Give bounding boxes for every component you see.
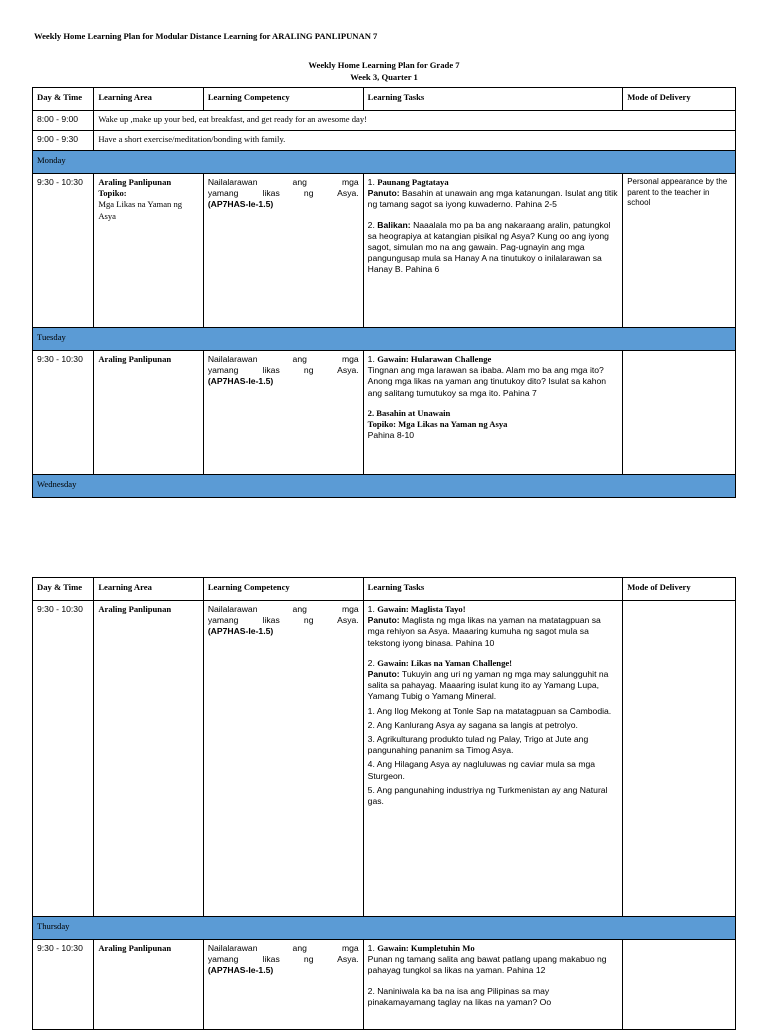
tuesday-area: Araling Panlipunan (94, 351, 204, 475)
schedule-table-1 (32, 87, 736, 498)
monday-task-2 (368, 220, 619, 276)
day-label-tuesday: Tuesday (33, 328, 736, 351)
day-row-wednesday (33, 475, 736, 498)
document-title: Weekly Home Learning Plan for Modular Distance Learning for ARALING PANLIPUNAN 7 (34, 31, 378, 41)
wednesday-tasks-cell (363, 601, 623, 917)
competency-line-2: yamang likas ng Asya. (207, 615, 359, 626)
monday-time: 9:30 - 10:30 (33, 174, 94, 328)
header-day-time: Day & Time (33, 88, 94, 111)
table-row (33, 131, 736, 151)
competency-line-1: Nailalarawan ang mga (207, 604, 359, 614)
tuesday-task2-topic: Topiko: Mga Likas na Yaman ng Asya (367, 419, 508, 430)
competency-line-1: Nailalarawan ang mga (207, 354, 359, 364)
day-label-wednesday: Wednesday (33, 475, 736, 498)
wednesday-competency-cell (203, 601, 363, 917)
monday-area: Araling Panlipunan (98, 177, 172, 187)
plan-title: Weekly Home Learning Plan for Grade 7 (308, 60, 460, 70)
thursday-task1-title: Gawain: Kumpletuhin Mo (377, 943, 475, 953)
tuesday-competency-cell (203, 351, 363, 475)
monday-area-cell (94, 174, 204, 328)
table-row (33, 601, 736, 917)
wednesday-task1-number: 1. (367, 604, 375, 614)
list-item: 1. Ang Ilog Mekong at Tonle Sap na matatagpuan sa Cambodia. (367, 705, 612, 716)
tuesday-tasks-cell (363, 351, 623, 475)
wednesday-time: 9:30 - 10:30 (33, 601, 94, 917)
list-item: 3. Agrikulturang produkto tulad ng Palay, Trigo at Jute ang pangunahing pananim sa Timog Asya. (367, 734, 589, 756)
competency-line-2: yamang likas ng Asya. (207, 188, 359, 199)
table-header-row (33, 578, 736, 601)
list-item: 4. Ang Hilagang Asya ay nagluluwas ng caviar mula sa mga Sturgeon. (367, 759, 596, 781)
routine-text-2: Have a short exercise/meditation/bonding with family. (94, 131, 736, 151)
competency-line-2: yamang likas ng Asya. (207, 365, 359, 376)
header-learning-area: Learning Area (94, 88, 204, 111)
thursday-time: 9:30 - 10:30 (33, 940, 94, 1030)
header-learning-competency: Learning Competency (203, 578, 363, 601)
list-item: 5. Ang pangunahing industriya ng Turkmenistan ay ang Natural gas. (367, 784, 608, 807)
day-row-thursday (33, 917, 736, 940)
tuesday-task1-number: 1. (367, 354, 375, 364)
tuesday-task1-text: Tingnan ang mga larawan sa ibaba. Alam mo ba ang mga ito? Anong mga likas na yaman ang tinutukoy dito? Isulat sa kahon ang salitang tumutukoy sa mga ito. Pahina 7 (367, 365, 607, 398)
wednesday-task1-title: Gawain: Maglista Tayo! (377, 604, 466, 614)
header-learning-area: Learning Area (94, 578, 204, 601)
monday-topic-label: Topiko: (98, 188, 127, 199)
monday-mode: Personal appearance by the parent to the teacher in school (623, 174, 736, 328)
thursday-task1-number: 1. (367, 943, 375, 953)
thursday-task-2: 2. Naniniwala ka ba na isa ang Pilipinas sa may pinakamayamang taglay na likas na yaman? Oo (367, 985, 552, 1007)
monday-task2-title: Balikan: (377, 219, 411, 230)
thursday-task-1 (368, 943, 619, 977)
header-learning-competency: Learning Competency (203, 88, 363, 111)
tuesday-task2-pages: Pahina 8-10 (367, 430, 415, 441)
wednesday-task1-label: Panuto: (367, 615, 400, 626)
day-label-thursday: Thursday (33, 917, 736, 940)
competency-line-1: Nailalarawan ang mga (207, 943, 359, 953)
monday-task-1 (368, 177, 619, 211)
monday-task2-text: Naaalala mo pa ba ang nakaraang aralin, patungkol sa heograpiya at katangian pisikal ng Asya? Kung oo ang iyong sagot, simulan mo na ang gawain. Pag-ugnayin ang mga pangungusap mula sa Hanay A na tinutukoy o inilalarawan sa Hanay B. Pahina 6 (367, 219, 611, 275)
tuesday-task-1 (368, 354, 619, 399)
table-row (33, 351, 736, 475)
list-item: 2. Ang Kanlurang Asya ay sagana sa langis at petrolyo. (367, 719, 578, 730)
competency-line-1: Nailalarawan ang mga (207, 177, 359, 187)
competency-line-2: yamang likas ng Asya. (207, 954, 359, 965)
schedule-table-2 (32, 577, 736, 1030)
wednesday-mode (623, 601, 736, 917)
competency-code: (AP7HAS-Ie-1.5) (207, 199, 274, 210)
table-row (33, 174, 736, 328)
table-row (33, 111, 736, 131)
routine-time-1: 8:00 - 9:00 (33, 111, 94, 131)
header-mode-of-delivery: Mode of Delivery (623, 578, 736, 601)
wednesday-task1-text: Maglista ng mga likas na yaman na matatagpuan sa mga rehiyon sa Asya. Maaaring kumuha ng sagot mula sa tekstong iyong binasa. Pahina 10 (367, 615, 601, 648)
thursday-tasks-cell (363, 940, 623, 1030)
thursday-area: Araling Panlipunan (94, 940, 204, 1030)
wednesday-task2-title: Gawain: Likas na Yaman Challenge! (377, 657, 513, 668)
wednesday-task-1 (368, 604, 619, 649)
competency-code: (AP7HAS-Ie-1.5) (207, 965, 274, 976)
monday-task1-number: 1. (367, 177, 375, 187)
plan-subtitle: Week 3, Quarter 1 (350, 72, 418, 82)
table-header-row (33, 88, 736, 111)
tuesday-task2-title: 2. Basahin at Unawain (367, 407, 451, 418)
monday-task2-number: 2. (367, 219, 375, 230)
wednesday-task2-number: 2. (367, 657, 375, 668)
tuesday-mode (623, 351, 736, 475)
monday-task1-text: Basahin at unawain ang mga katanungan. Isulat ang titik ng tamang sagot sa iyong kuwaderno. Pahina 2-5 (367, 188, 618, 210)
wednesday-task2-text: Tukuyin ang uri ng yaman ng mga may salungguhit na salita sa pahayag. Maaaring isulat kung ito ay Yamang Lupa, Yamang Tubig o Yamang Mineral. (367, 669, 609, 702)
monday-task1-label: Panuto: (367, 188, 400, 199)
wednesday-task-2 (368, 658, 619, 703)
wednesday-area: Araling Panlipunan (94, 601, 204, 917)
table-row (33, 940, 736, 1030)
competency-code: (AP7HAS-Ie-1.5) (207, 626, 274, 637)
monday-tasks-cell (363, 174, 623, 328)
thursday-task1-text: Punan ng tamang salita ang bawat patlang upang makabuo ng pahayag tungkol sa likas na yaman. Pahina 12 (367, 954, 607, 976)
competency-code: (AP7HAS-Ie-1.5) (207, 376, 274, 387)
day-label-monday: Monday (33, 151, 736, 174)
header-mode-of-delivery: Mode of Delivery (623, 88, 736, 111)
header-learning-tasks: Learning Tasks (363, 578, 623, 601)
routine-time-2: 9:00 - 9:30 (33, 131, 94, 151)
monday-task1-title: Paunang Pagtataya (377, 177, 449, 187)
tuesday-task1-title: Gawain: Hularawan Challenge (377, 354, 492, 364)
day-row-tuesday (33, 328, 736, 351)
header-day-time: Day & Time (33, 578, 94, 601)
header-learning-tasks: Learning Tasks (363, 88, 623, 111)
thursday-mode (623, 940, 736, 1030)
tuesday-time: 9:30 - 10:30 (33, 351, 94, 475)
monday-topic: Mga Likas na Yaman ng Asya (98, 199, 183, 221)
thursday-competency-cell (203, 940, 363, 1030)
monday-competency-cell (203, 174, 363, 328)
routine-text-1: Wake up ,make up your bed, eat breakfast, and get ready for an awesome day! (94, 111, 736, 131)
wednesday-task2-label: Panuto: (367, 669, 400, 680)
day-row-monday (33, 151, 736, 174)
tuesday-task-2 (368, 408, 619, 442)
